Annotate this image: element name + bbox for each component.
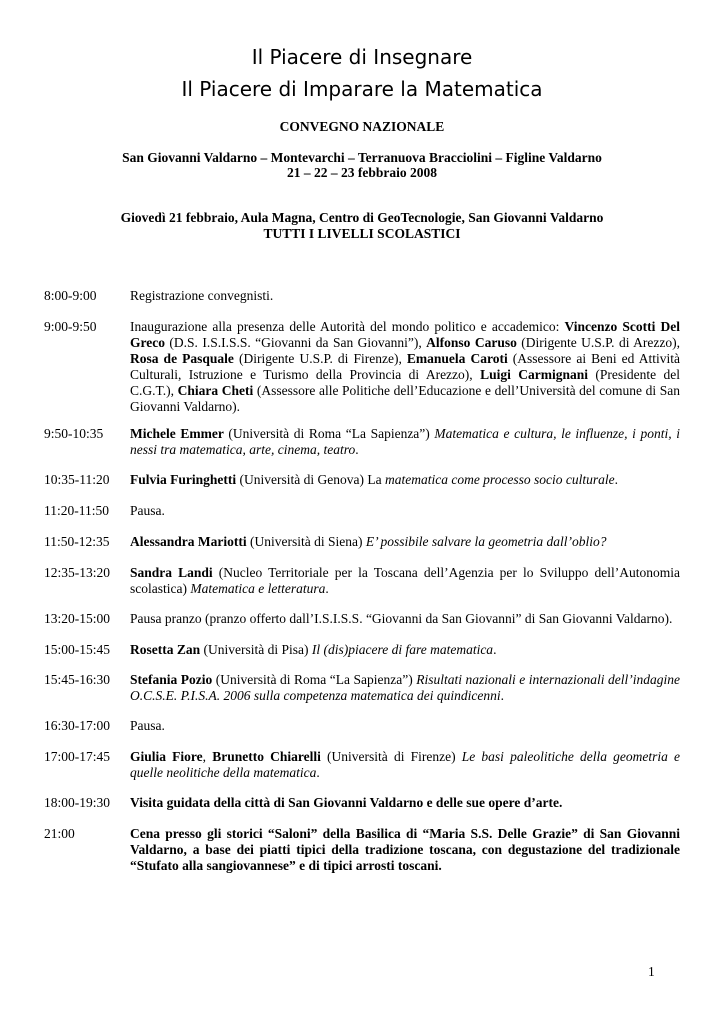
plain-text: Pausa pranzo (pranzo offerto dall’I.S.I.S.S. “Giovanni da San Giovanni” di San Giovanni Valdarno). xyxy=(130,611,673,626)
schedule-time: 16:30-17:00 xyxy=(44,718,110,733)
bold-text: Rosetta Zan xyxy=(130,642,201,657)
bold-text: Emanuela Caroti xyxy=(406,351,508,366)
schedule-description xyxy=(130,672,680,704)
plain-text: (Università di Roma “La Sapienza”) xyxy=(223,426,435,441)
conference-type: CONVEGNO NAZIONALE xyxy=(279,119,445,134)
bold-text: Michele Emmer xyxy=(130,426,224,441)
bold-text: Luigi Carmignani xyxy=(480,367,588,382)
schedule-time: 15:00-15:45 xyxy=(44,642,110,657)
schedule-time: 17:00-17:45 xyxy=(44,749,110,764)
schedule-description xyxy=(130,319,680,415)
bold-text: Alfonso Caruso xyxy=(426,335,517,350)
plain-text: Pausa. xyxy=(130,718,165,733)
schedule-time: 12:35-13:20 xyxy=(44,565,110,580)
italic-text: Le basi paleolitiche della geometria e quelle neolitiche della matematica xyxy=(130,749,681,780)
schedule-description xyxy=(130,534,680,550)
italic-text: Matematica e letteratura xyxy=(190,581,326,596)
day-venue: Giovedì 21 febbraio, Aula Magna, Centro di GeoTecnologie, San Giovanni Valdarno xyxy=(120,210,604,225)
schedule-description xyxy=(130,426,680,458)
bold-text: Alessandra Mariotti xyxy=(130,534,247,549)
bold-text: Stefania Pozio xyxy=(130,672,213,687)
schedule-description xyxy=(130,795,680,811)
plain-text: . xyxy=(355,442,359,457)
italic-text: E’ possibile salvare la geometria dall’oblio? xyxy=(365,534,607,549)
schedule-description xyxy=(130,565,680,597)
schedule-time: 18:00-19:30 xyxy=(44,795,110,810)
plain-text: . xyxy=(325,581,329,596)
italic-text: Risultati nazionali e internazionali dell’indagine O.C.S.E. P.I.S.A. 2006 sulla competenza matematica dei quindicenni xyxy=(130,672,680,703)
plain-text: (Presidente del C.G.T.), xyxy=(130,367,680,398)
plain-text: (Università di Siena) xyxy=(246,534,366,549)
plain-text: (Dirigente U.S.P. di Arezzo), xyxy=(516,335,680,350)
italic-text: matematica come processo socio culturale xyxy=(384,472,615,487)
bold-text: Cena presso gli storici “Saloni” della Basilica di “Maria S.S. Delle Grazie” di San Giovanni Valdarno, a base dei piatti tipici della tradizione toscana, con degustazione del tradizionale “Stufato alla sangiovannese” e di tipici arrosti toscani. xyxy=(130,826,680,873)
conference-dates: 21 – 22 – 23 febbraio 2008 xyxy=(287,165,437,180)
bold-text: Visita guidata della città di San Giovanni Valdarno e delle sue opere d’arte. xyxy=(130,795,563,810)
schedule-time: 11:50-12:35 xyxy=(44,534,110,549)
document-title-line-1: Il Piacere di Insegnare xyxy=(251,45,473,69)
plain-text: (Università di Pisa) xyxy=(200,642,312,657)
plain-text: Pausa. xyxy=(130,503,165,518)
schedule-time: 13:20-15:00 xyxy=(44,611,110,626)
schedule-time: 9:50-10:35 xyxy=(44,426,104,441)
plain-text: (D.S. I.S.I.S.S. “Giovanni da San Giovanni”), xyxy=(164,335,427,350)
document-title-line-2: Il Piacere di Imparare la Matematica xyxy=(181,77,543,101)
bold-text: Chiara Cheti xyxy=(177,383,254,398)
plain-text: . xyxy=(500,688,504,703)
bold-text: Brunetto Chiarelli xyxy=(212,749,321,764)
bold-text: Sandra Landi xyxy=(130,565,213,580)
schedule-description xyxy=(130,826,680,874)
plain-text: (Nucleo Territoriale per la Toscana dell’Agenzia per lo Sviluppo dell’Autonomia scolastica) xyxy=(130,565,680,596)
audience: TUTTI I LIVELLI SCOLASTICI xyxy=(263,226,461,241)
schedule-description xyxy=(130,288,680,304)
plain-text: (Università di Genova) La xyxy=(236,472,385,487)
schedule-description xyxy=(130,611,680,627)
italic-text: Matematica e cultura, le influenze, i ponti, i nessi tra matematica, arte, cinema, teatro xyxy=(130,426,680,457)
schedule-time: 11:20-11:50 xyxy=(44,503,109,518)
plain-text: . xyxy=(493,642,497,657)
schedule-time: 10:35-11:20 xyxy=(44,472,110,487)
page-number: 1 xyxy=(648,964,655,979)
schedule-time: 9:00-9:50 xyxy=(44,319,97,334)
plain-text: (Università di Roma “La Sapienza”) xyxy=(212,672,417,687)
schedule-time: 8:00-9:00 xyxy=(44,288,97,303)
plain-text: (Assessore ai Beni ed Attività Culturali, Istruzione e Turismo della Provincia di Arezzo), xyxy=(130,351,680,382)
schedule-time: 15:45-16:30 xyxy=(44,672,110,687)
plain-text: (Università di Firenze) xyxy=(320,749,462,764)
bold-text: Giulia Fiore xyxy=(130,749,203,764)
plain-text: , xyxy=(202,749,213,764)
bold-text: Rosa de Pasquale xyxy=(130,351,234,366)
schedule-description xyxy=(130,503,680,519)
schedule-description xyxy=(130,718,680,734)
plain-text: Inaugurazione alla presenza delle Autorità del mondo politico e accademico: xyxy=(130,319,565,334)
schedule-description xyxy=(130,749,680,781)
conference-locations: San Giovanni Valdarno – Montevarchi – Terranuova Bracciolini – Figline Valdarno xyxy=(122,150,602,165)
plain-text: . xyxy=(316,765,320,780)
plain-text: . xyxy=(614,472,619,487)
bold-text: Vincenzo Scotti Del Greco xyxy=(130,319,680,350)
plain-text: (Dirigente U.S.P. di Firenze), xyxy=(233,351,407,366)
bold-text: Fulvia Furinghetti xyxy=(130,472,237,487)
schedule-time: 21:00 xyxy=(44,826,75,841)
schedule-description xyxy=(130,472,680,488)
italic-text: Il (dis)piacere di fare matematica xyxy=(311,642,494,657)
plain-text: Registrazione convegnisti. xyxy=(130,288,274,303)
schedule-description xyxy=(130,642,680,658)
plain-text: (Assessore alle Politiche dell’Educazione e dell’Università del comune di San Giovanni Valdarno). xyxy=(130,383,680,414)
